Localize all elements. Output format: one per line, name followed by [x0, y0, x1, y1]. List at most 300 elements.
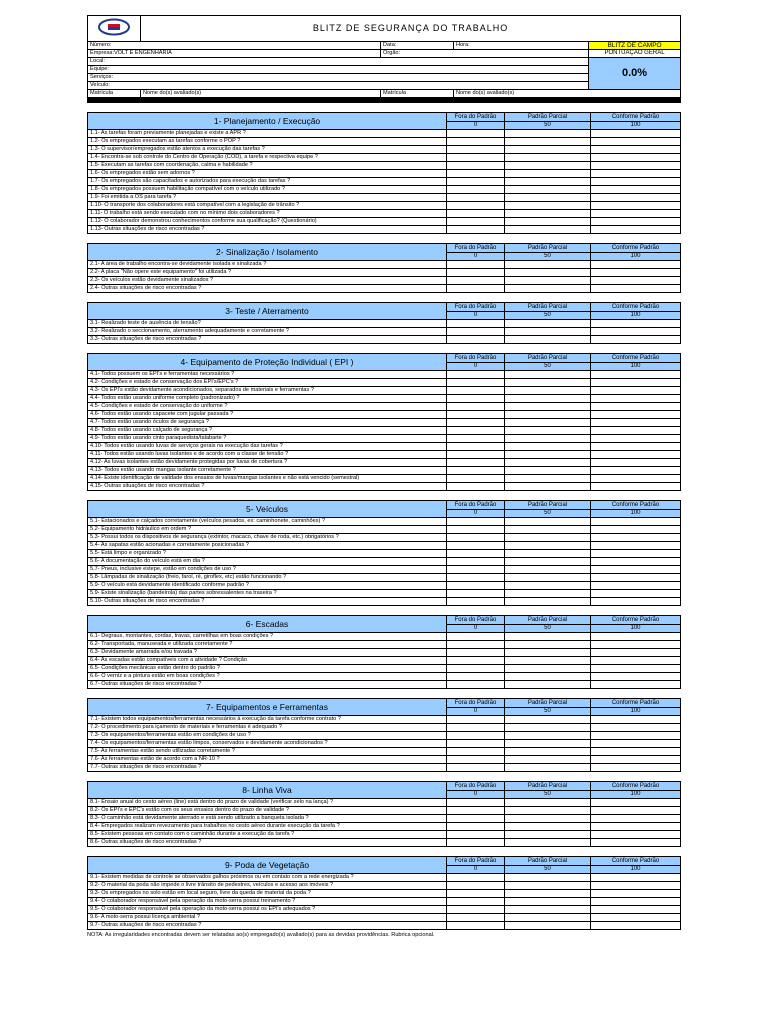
conforme-cell[interactable]: [591, 146, 681, 154]
conforme-cell[interactable]: [591, 839, 681, 847]
checklist-row: [88, 451, 681, 459]
parcial-cell[interactable]: [505, 210, 591, 218]
parcial-cell[interactable]: [505, 649, 591, 657]
parcial-cell[interactable]: [505, 475, 591, 483]
fora-cell[interactable]: [447, 764, 505, 772]
checklist-question: 5.9- Existe sinalização (bandeirola) das partes sobressalentes na traseira ?: [88, 590, 447, 598]
parcial-cell[interactable]: [505, 716, 591, 724]
parcial-cell[interactable]: [505, 922, 591, 930]
fora-cell[interactable]: [447, 285, 505, 293]
parcial-cell[interactable]: [505, 807, 591, 815]
fora-cell[interactable]: [447, 681, 505, 689]
parcial-cell[interactable]: [505, 898, 591, 906]
blitz-campo-label: BLITZ DE CAMPO: [589, 42, 681, 50]
conforme-cell[interactable]: [591, 681, 681, 689]
checklist-row: [88, 178, 681, 186]
conforme-cell[interactable]: [591, 799, 681, 807]
parcial-cell[interactable]: [505, 459, 591, 467]
parcial-cell[interactable]: [505, 590, 591, 598]
fora-cell[interactable]: [447, 435, 505, 443]
fora-cell[interactable]: [447, 724, 505, 732]
checklist-question: 7.7- Outras situações de risco encontradas ?: [88, 764, 447, 772]
checklist-question: 2.2- A placa "Não opere este equipamento" foi utilizada ?: [88, 269, 447, 277]
parcial-cell[interactable]: [505, 261, 591, 269]
conforme-cell[interactable]: [591, 459, 681, 467]
fora-cell[interactable]: [447, 756, 505, 764]
parcial-cell[interactable]: [505, 815, 591, 823]
conforme-cell[interactable]: [591, 328, 681, 336]
conforme-cell[interactable]: [591, 261, 681, 269]
fora-cell[interactable]: [447, 130, 505, 138]
checklist-row: [88, 839, 681, 847]
fora-cell[interactable]: [447, 890, 505, 898]
parcial-cell[interactable]: [505, 550, 591, 558]
parcial-cell[interactable]: [505, 534, 591, 542]
fora-cell[interactable]: [447, 874, 505, 882]
conforme-cell[interactable]: [591, 724, 681, 732]
fora-cell[interactable]: [447, 740, 505, 748]
fora-cell[interactable]: [447, 371, 505, 379]
fora-cell[interactable]: [447, 226, 505, 234]
conforme-cell[interactable]: [591, 427, 681, 435]
checklist-row: [88, 574, 681, 582]
col-conforme-header: Conforme Padrão: [591, 244, 681, 253]
fora-cell[interactable]: [447, 320, 505, 328]
col-parcial-value: 50: [505, 311, 591, 320]
hora-field[interactable]: Hora:: [454, 42, 589, 50]
fora-cell[interactable]: [447, 823, 505, 831]
parcial-cell[interactable]: [505, 673, 591, 681]
veiculo-field[interactable]: Veículo:: [88, 82, 589, 90]
parcial-cell[interactable]: [505, 566, 591, 574]
parcial-cell[interactable]: [505, 874, 591, 882]
conforme-cell[interactable]: [591, 914, 681, 922]
col-fora-header: Fora do Padrão: [447, 857, 505, 866]
parcial-cell[interactable]: [505, 890, 591, 898]
col-fora-value: 0: [447, 362, 505, 371]
parcial-cell[interactable]: [505, 574, 591, 582]
conforme-cell[interactable]: [591, 649, 681, 657]
checklist-row: [88, 371, 681, 379]
matricula-header-2: Matrícula: [381, 90, 454, 98]
checklist-question: 1.12- O colaborador demonstrou conhecimentos conforme sua qualificação? (Questionário): [88, 218, 447, 226]
fora-cell[interactable]: [447, 673, 505, 681]
equipe-field[interactable]: Equipe:: [88, 66, 589, 74]
checklist-question: 7.6- As ferramentas estão de acordo com a NR-10 ?: [88, 756, 447, 764]
checklist-question: 4.14- Existe identificação de validade dos ensaios de luvas/mangas isolantes e não está vencido (semestral): [88, 475, 447, 483]
parcial-cell[interactable]: [505, 269, 591, 277]
conforme-cell[interactable]: [591, 922, 681, 930]
checklist-question: 9.1- Existem medidas de controle se observados galhos próximos ou em contato com a rede energizada ?: [88, 874, 447, 882]
fora-cell[interactable]: [447, 194, 505, 202]
fora-cell[interactable]: [447, 582, 505, 590]
checklist-question: 1.5- Executam as tarefas com coordenação, calma e habilidade ?: [88, 162, 447, 170]
fora-cell[interactable]: [447, 649, 505, 657]
fora-cell[interactable]: [447, 898, 505, 906]
conforme-cell[interactable]: [591, 657, 681, 665]
fora-cell[interactable]: [447, 839, 505, 847]
fora-cell[interactable]: [447, 277, 505, 285]
parcial-cell[interactable]: [505, 277, 591, 285]
parcial-cell[interactable]: [505, 633, 591, 641]
fora-cell[interactable]: [447, 558, 505, 566]
conforme-cell[interactable]: [591, 419, 681, 427]
fora-cell[interactable]: [447, 261, 505, 269]
fora-cell[interactable]: [447, 218, 505, 226]
parcial-cell[interactable]: [505, 320, 591, 328]
checklist-question: 8.4- Empregados realizam revezamento para trabalhos no cesto aéreo durante execução da tarefa ?: [88, 823, 447, 831]
conforme-cell[interactable]: [591, 285, 681, 293]
parcial-cell[interactable]: [505, 379, 591, 387]
checklist-question: 4.6- Todos estão usando capacete com jugular passada ?: [88, 411, 447, 419]
parcial-cell[interactable]: [505, 170, 591, 178]
col-fora-header: Fora do Padrão: [447, 244, 505, 253]
fora-cell[interactable]: [447, 633, 505, 641]
parcial-cell[interactable]: [505, 681, 591, 689]
conforme-cell[interactable]: [591, 665, 681, 673]
conforme-cell[interactable]: [591, 550, 681, 558]
fora-cell[interactable]: [447, 914, 505, 922]
conforme-cell[interactable]: [591, 435, 681, 443]
conforme-cell[interactable]: [591, 162, 681, 170]
parcial-cell[interactable]: [505, 665, 591, 673]
checklist-row: [88, 226, 681, 234]
fora-cell[interactable]: [447, 574, 505, 582]
parcial-cell[interactable]: [505, 130, 591, 138]
parcial-cell[interactable]: [505, 882, 591, 890]
parcial-cell[interactable]: [505, 724, 591, 732]
data-field[interactable]: Data:: [381, 42, 454, 50]
conforme-cell[interactable]: [591, 138, 681, 146]
parcial-cell[interactable]: [505, 336, 591, 344]
fora-cell[interactable]: [447, 566, 505, 574]
fora-cell[interactable]: [447, 395, 505, 403]
checklist-row: [88, 459, 681, 467]
section-table: [87, 698, 681, 772]
conforme-cell[interactable]: [591, 831, 681, 839]
conforme-cell[interactable]: [591, 483, 681, 491]
checklist-row: [88, 261, 681, 269]
conforme-cell[interactable]: [591, 371, 681, 379]
parcial-cell[interactable]: [505, 285, 591, 293]
checklist-question: 1.1- As tarefas foram previamente planejadas e existe a APR ?: [88, 130, 447, 138]
fora-cell[interactable]: [447, 550, 505, 558]
parcial-cell[interactable]: [505, 740, 591, 748]
parcial-cell[interactable]: [505, 483, 591, 491]
checklist-question: 8.2- Os EPI's e EPC's estão com os seus ensaios dentro do prazo de validade ?: [88, 807, 447, 815]
checklist-question: 4.13- Todos estão usando mangas isolante corretamente ?: [88, 467, 447, 475]
col-conforme-header: Conforme Padrão: [591, 782, 681, 791]
fora-cell[interactable]: [447, 387, 505, 395]
conforme-cell[interactable]: [591, 815, 681, 823]
fora-cell[interactable]: [447, 459, 505, 467]
fora-cell[interactable]: [447, 748, 505, 756]
fora-cell[interactable]: [447, 831, 505, 839]
conforme-cell[interactable]: [591, 633, 681, 641]
section-title: 3- Teste / Aterramento: [88, 303, 447, 320]
conforme-cell[interactable]: [591, 269, 681, 277]
conforme-cell[interactable]: [591, 542, 681, 550]
col-conforme-value: 100: [591, 121, 681, 130]
fora-cell[interactable]: [447, 665, 505, 673]
fora-cell[interactable]: [447, 799, 505, 807]
checklist-question: 1.4- Encontra-se sob controle do Centro de Operação (COD), a tarefa e respectiva equipe ?: [88, 154, 447, 162]
fora-cell[interactable]: [447, 170, 505, 178]
checklist-row: [88, 483, 681, 491]
conforme-cell[interactable]: [591, 226, 681, 234]
fora-cell[interactable]: [447, 269, 505, 277]
fora-cell[interactable]: [447, 641, 505, 649]
fora-cell[interactable]: [447, 146, 505, 154]
conforme-cell[interactable]: [591, 764, 681, 772]
fora-cell[interactable]: [447, 403, 505, 411]
parcial-cell[interactable]: [505, 526, 591, 534]
conforme-cell[interactable]: [591, 202, 681, 210]
parcial-cell[interactable]: [505, 419, 591, 427]
parcial-cell[interactable]: [505, 395, 591, 403]
checklist-question: 2.3- Os veículos estão devidamente sinalizados ?: [88, 277, 447, 285]
fora-cell[interactable]: [447, 411, 505, 419]
fora-cell[interactable]: [447, 451, 505, 459]
fora-cell[interactable]: [447, 598, 505, 606]
fora-cell[interactable]: [447, 815, 505, 823]
col-fora-value: 0: [447, 707, 505, 716]
parcial-cell[interactable]: [505, 387, 591, 395]
fora-cell[interactable]: [447, 419, 505, 427]
parcial-cell[interactable]: [505, 451, 591, 459]
conforme-cell[interactable]: [591, 475, 681, 483]
checklist-row: [88, 534, 681, 542]
checklist-row: [88, 320, 681, 328]
conforme-cell[interactable]: [591, 534, 681, 542]
parcial-cell[interactable]: [505, 823, 591, 831]
fora-cell[interactable]: [447, 716, 505, 724]
conforme-cell[interactable]: [591, 403, 681, 411]
parcial-cell[interactable]: [505, 748, 591, 756]
conforme-cell[interactable]: [591, 874, 681, 882]
checklist-question: 6.1- Degraus, montantes, cordas, travas, carretilhas em boas condições ?: [88, 633, 447, 641]
parcial-cell[interactable]: [505, 657, 591, 665]
conforme-cell[interactable]: [591, 451, 681, 459]
parcial-cell[interactable]: [505, 186, 591, 194]
conforme-cell[interactable]: [591, 395, 681, 403]
conforme-cell[interactable]: [591, 566, 681, 574]
fora-cell[interactable]: [447, 467, 505, 475]
parcial-cell[interactable]: [505, 194, 591, 202]
parcial-cell[interactable]: [505, 518, 591, 526]
conforme-cell[interactable]: [591, 582, 681, 590]
conforme-cell[interactable]: [591, 558, 681, 566]
conforme-cell[interactable]: [591, 673, 681, 681]
parcial-cell[interactable]: [505, 202, 591, 210]
parcial-cell[interactable]: [505, 582, 591, 590]
fora-cell[interactable]: [447, 202, 505, 210]
checklist-row: [88, 673, 681, 681]
fora-cell[interactable]: [447, 178, 505, 186]
conforme-cell[interactable]: [591, 518, 681, 526]
parcial-cell[interactable]: [505, 839, 591, 847]
fora-cell[interactable]: [447, 732, 505, 740]
conforme-cell[interactable]: [591, 277, 681, 285]
checklist-row: [88, 633, 681, 641]
checklist-row: [88, 170, 681, 178]
conforme-cell[interactable]: [591, 178, 681, 186]
checklist-row: [88, 162, 681, 170]
local-field[interactable]: Local:: [88, 58, 589, 66]
conforme-cell[interactable]: [591, 218, 681, 226]
parcial-cell[interactable]: [505, 443, 591, 451]
fora-cell[interactable]: [447, 882, 505, 890]
section-table: [87, 112, 681, 234]
parcial-cell[interactable]: [505, 641, 591, 649]
numero-field[interactable]: Número:: [88, 42, 381, 50]
conforme-cell[interactable]: [591, 186, 681, 194]
checklist-row: [88, 328, 681, 336]
parcial-cell[interactable]: [505, 914, 591, 922]
conforme-cell[interactable]: [591, 740, 681, 748]
parcial-cell[interactable]: [505, 799, 591, 807]
servicos-field[interactable]: Serviços:: [88, 74, 589, 82]
empresa-field[interactable]: Empresa:VOLT E ENGENHARIA: [88, 50, 381, 58]
checklist-row: [88, 582, 681, 590]
fora-cell[interactable]: [447, 534, 505, 542]
conforme-cell[interactable]: [591, 807, 681, 815]
checklist-row: [88, 681, 681, 689]
col-fora-header: Fora do Padrão: [447, 501, 505, 510]
conforme-cell[interactable]: [591, 411, 681, 419]
fora-cell[interactable]: [447, 475, 505, 483]
fora-cell[interactable]: [447, 138, 505, 146]
fora-cell[interactable]: [447, 483, 505, 491]
conforme-cell[interactable]: [591, 590, 681, 598]
checklist-row: [88, 210, 681, 218]
fora-cell[interactable]: [447, 518, 505, 526]
fora-cell[interactable]: [447, 657, 505, 665]
conforme-cell[interactable]: [591, 906, 681, 914]
col-parcial-value: 50: [505, 362, 591, 371]
parcial-cell[interactable]: [505, 371, 591, 379]
conforme-cell[interactable]: [591, 467, 681, 475]
parcial-cell[interactable]: [505, 558, 591, 566]
conforme-cell[interactable]: [591, 756, 681, 764]
parcial-cell[interactable]: [505, 435, 591, 443]
score-value: 0.0%: [589, 58, 681, 90]
checklist-row: [88, 732, 681, 740]
fora-cell[interactable]: [447, 526, 505, 534]
checklist-row: [88, 202, 681, 210]
parcial-cell[interactable]: [505, 226, 591, 234]
parcial-cell[interactable]: [505, 218, 591, 226]
parcial-cell[interactable]: [505, 411, 591, 419]
checklist-row: [88, 395, 681, 403]
fora-cell[interactable]: [447, 906, 505, 914]
parcial-cell[interactable]: [505, 154, 591, 162]
checklist-row: [88, 518, 681, 526]
fora-cell[interactable]: [447, 186, 505, 194]
footer-note: NOTA: As irregularidades encontradas devem ser relatadas ao(s) empregado(s) avaliado(s) para as devidas providências. Rubrica opcional.: [87, 932, 435, 938]
parcial-cell[interactable]: [505, 328, 591, 336]
conforme-cell[interactable]: [591, 526, 681, 534]
col-parcial-value: 50: [505, 252, 591, 261]
checklist-row: [88, 379, 681, 387]
checklist-row: [88, 558, 681, 566]
parcial-cell[interactable]: [505, 906, 591, 914]
conforme-cell[interactable]: [591, 898, 681, 906]
conforme-cell[interactable]: [591, 732, 681, 740]
conforme-cell[interactable]: [591, 387, 681, 395]
fora-cell[interactable]: [447, 328, 505, 336]
checklist-question: 5.10- Outras situações de risco encontradas ?: [88, 598, 447, 606]
parcial-cell[interactable]: [505, 764, 591, 772]
checklist-question: 2.4- Outras situações de risco encontradas ?: [88, 285, 447, 293]
conforme-cell[interactable]: [591, 882, 681, 890]
fora-cell[interactable]: [447, 590, 505, 598]
fora-cell[interactable]: [447, 210, 505, 218]
col-fora-header: Fora do Padrão: [447, 303, 505, 312]
conforme-cell[interactable]: [591, 170, 681, 178]
parcial-cell[interactable]: [505, 542, 591, 550]
fora-cell[interactable]: [447, 336, 505, 344]
parcial-cell[interactable]: [505, 598, 591, 606]
conforme-cell[interactable]: [591, 890, 681, 898]
parcial-cell[interactable]: [505, 178, 591, 186]
section-title: 5- Veículos: [88, 501, 447, 518]
fora-cell[interactable]: [447, 154, 505, 162]
conforme-cell[interactable]: [591, 574, 681, 582]
fora-cell[interactable]: [447, 427, 505, 435]
conforme-cell[interactable]: [591, 154, 681, 162]
checklist-row: [88, 154, 681, 162]
parcial-cell[interactable]: [505, 138, 591, 146]
conforme-cell[interactable]: [591, 379, 681, 387]
parcial-cell[interactable]: [505, 403, 591, 411]
conforme-cell[interactable]: [591, 823, 681, 831]
orgao-field[interactable]: Orgão:: [381, 50, 589, 58]
conforme-cell[interactable]: [591, 716, 681, 724]
conforme-cell[interactable]: [591, 598, 681, 606]
conforme-cell[interactable]: [591, 748, 681, 756]
fora-cell[interactable]: [447, 379, 505, 387]
parcial-cell[interactable]: [505, 162, 591, 170]
fora-cell[interactable]: [447, 443, 505, 451]
parcial-cell[interactable]: [505, 467, 591, 475]
fora-cell[interactable]: [447, 542, 505, 550]
checklist-row: [88, 890, 681, 898]
conforme-cell[interactable]: [591, 130, 681, 138]
parcial-cell[interactable]: [505, 756, 591, 764]
conforme-cell[interactable]: [591, 210, 681, 218]
checklist-row: [88, 467, 681, 475]
conforme-cell[interactable]: [591, 443, 681, 451]
conforme-cell[interactable]: [591, 641, 681, 649]
checklist-row: [88, 550, 681, 558]
parcial-cell[interactable]: [505, 427, 591, 435]
conforme-cell[interactable]: [591, 320, 681, 328]
parcial-cell[interactable]: [505, 146, 591, 154]
col-parcial-value: 50: [505, 121, 591, 130]
checklist-question: 6.4- As escadas estão compatíveis com a atividade ? Condição: [88, 657, 447, 665]
conforme-cell[interactable]: [591, 336, 681, 344]
checklist-question: 7.1- Existem todos equipamentos/ferramentas necessários à execução da tarefa conforme contrato ?: [88, 716, 447, 724]
fora-cell[interactable]: [447, 807, 505, 815]
parcial-cell[interactable]: [505, 831, 591, 839]
conforme-cell[interactable]: [591, 194, 681, 202]
col-fora-header: Fora do Padrão: [447, 354, 505, 363]
parcial-cell[interactable]: [505, 732, 591, 740]
checklist-row: [88, 657, 681, 665]
fora-cell[interactable]: [447, 922, 505, 930]
fora-cell[interactable]: [447, 162, 505, 170]
